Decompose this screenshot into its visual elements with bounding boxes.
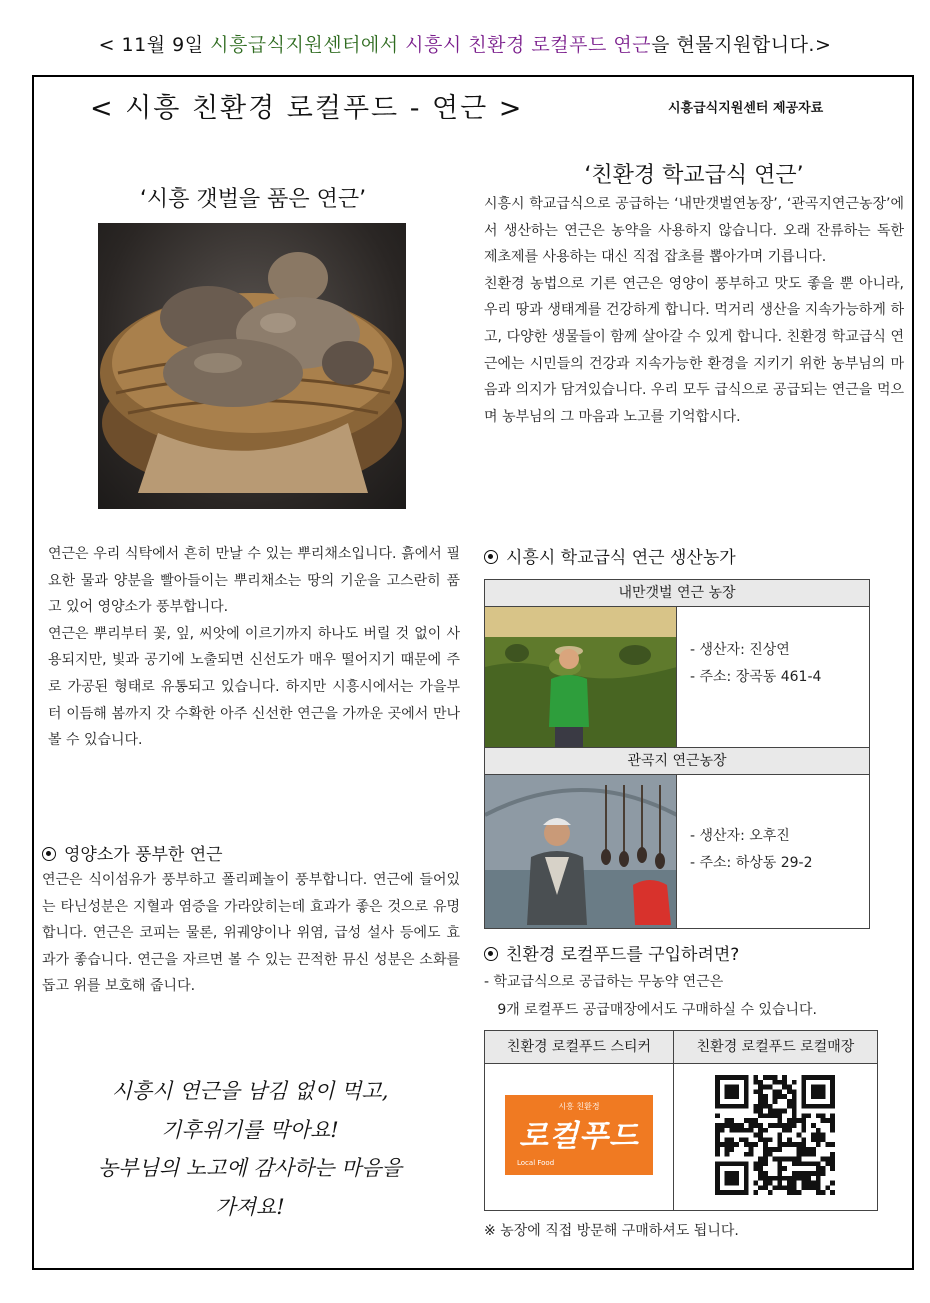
eco-paragraph-1: 시흥시 학교급식으로 공급하는 ‘내만갯벌연농장’, ‘관곡지연근농장’에서 생산하는 연근은 농약을 사용하지 않습니다. 오래 잔류하는 독한 제초제를 사용하는 대신 직접 잡초를 뽑아가며 기릅니다. (484, 196, 904, 266)
farm-name-2: 관곡지 연근농장 (485, 748, 869, 775)
farmer-photo-1 (485, 607, 677, 747)
farm-producer-2: - 생산자: 오후진 (690, 828, 790, 844)
buy-line-1: - 학교급식으로 공급하는 무농약 연근은 (484, 974, 724, 990)
slogan-line-1: 시흥시 연근을 남김 없이 먹고, (111, 1079, 389, 1103)
notice-product: 시흥시 친환경 로컬푸드 연근 (398, 34, 652, 56)
farm-table (484, 579, 870, 929)
farm-row-2 (485, 775, 869, 928)
farm-address-1: - 주소: 장곡동 461-4 (690, 669, 822, 685)
slogan-line-2: 기후위기를 막아요! (161, 1117, 339, 1142)
store-qr-code[interactable] (715, 1075, 835, 1195)
left-subtitle: ‘시흥 갯벌을 품은 연근’ (139, 187, 367, 212)
farms-heading-label: 시흥시 학교급식 연근 생산농가 (506, 548, 736, 568)
buy-info (484, 968, 817, 1024)
bullet-icon (484, 947, 498, 961)
slogan-line-4: 가져요! (215, 1194, 285, 1219)
notice-center: 시흥급식지원센터에서 (210, 34, 399, 56)
farm-row-1 (485, 607, 869, 748)
source-credit: 시흥급식지원센터 제공자료 (668, 101, 824, 116)
buy-line-2: 9개 로컬푸드 공급매장에서도 구매하실 수 있습니다. (484, 1002, 817, 1018)
notice-prefix: < 11월 9일 (98, 34, 211, 56)
farm-address-2: - 주소: 하상동 29-2 (690, 855, 813, 871)
bullet-icon (484, 550, 498, 564)
intro-text (48, 541, 460, 754)
nutrient-text: 연근은 식이섬유가 풍부하고 폴리페놀이 풍부합니다. 연근에 들어있는 타닌성분은 지혈과 염증을 가라앉히는데 효과가 좋은 것으로 유명합니다. 연근은 코피는 물론, 위궤양이나 위염, 급성 설사 등에도 효과가 좋습니다. 연근을 자르면 볼 수 있는 끈적한 뮤신 성분은 소화를 돕고 위를 보호해 줍니다. (42, 872, 460, 995)
buy-heading (484, 940, 739, 965)
top-notice (0, 30, 930, 57)
nutrient-heading (42, 840, 223, 865)
slogan (40, 1072, 460, 1226)
sticker-bottom-text: Local Food (517, 1159, 555, 1167)
lotus-basket-illustration (98, 223, 406, 509)
eco-paragraph-2: 친환경 농법으로 기른 연근은 영양이 풍부하고 맛도 좋을 뿐 아니라, 우리 땅과 생태계를 건강하게 합니다. 먹거리 생산을 지속가능하게 하고, 다양한 생물들이 함께 살아갈 수 있게 합니다. 친환경 학교급식 연근에는 시민들의 건강과 지속가능한 환경을 지키기 위한 농부님의 마음과 의지가 담겨있습니다. 우리 모두 급식으로 공급되는 연근을 먹으며 농부님의 그 마음과 노고를 기억합시다. (484, 275, 904, 425)
intro-paragraph-2: 연근은 뿌리부터 꽃, 잎, 씨앗에 이르기까지 하나도 버릴 것 없이 사용되지만, 빛과 공기에 노출되면 신선도가 매우 떨어지기 때문에 주로 가공된 형태로 유통되고 있습니다. 하지만 시흥시에서는 가을부터 이듬해 봄까지 갓 수확한 아주 신선한 연근을 가까운 곳에서 만나볼 수 있습니다. (48, 625, 460, 749)
local-food-sticker (505, 1095, 653, 1175)
buy-heading-label: 친환경 로컬푸드를 구입하려면? (506, 945, 740, 965)
slogan-line-3: 농부님의 노고에 감사하는 마음을 (97, 1156, 403, 1180)
intro-paragraph-1: 연근은 우리 식탁에서 흔히 만날 수 있는 뿌리채소입니다. 흙에서 필요한 물과 양분을 빨아들이는 뿌리채소는 땅의 기운을 고스란히 품고 있어 영양소가 풍부합니다. (48, 546, 460, 616)
farm-photo-illustration (485, 775, 677, 928)
visit-note: ※ 농장에 직접 방문해 구매하셔도 됩니다. (484, 1223, 739, 1239)
farmer-photo-2 (485, 775, 677, 928)
farm-info-2 (690, 823, 813, 877)
sticker-top-text: 시흥 친환경 (558, 1102, 600, 1111)
lotus-root-basket-photo (98, 223, 406, 509)
eco-lunch-text (484, 191, 904, 430)
notice-suffix: 을 현물지원합니다.> (651, 34, 832, 56)
nutrient-heading-label: 영양소가 풍부한 연근 (64, 845, 223, 865)
sticker-column-header: 친환경 로컬푸드 스티커 (485, 1031, 673, 1064)
farm-name-1: 내만갯벌 연근 농장 (485, 580, 869, 607)
buy-table (484, 1030, 878, 1211)
sticker-main-text: 로컬푸드 (519, 1119, 639, 1154)
store-column-header: 친환경 로컬푸드 로컬매장 (674, 1031, 877, 1064)
farm-producer-1: - 생산자: 진상연 (690, 642, 790, 658)
farm-photo-illustration (485, 607, 677, 747)
farms-heading (484, 543, 736, 568)
farm-info-1 (690, 637, 821, 691)
bullet-icon (42, 847, 56, 861)
page-title: < 시흥 친환경 로컬푸드 - 연근 > (90, 93, 524, 124)
right-subtitle: ‘친환경 학교급식 연근’ (584, 163, 804, 188)
table-divider (673, 1031, 674, 1210)
